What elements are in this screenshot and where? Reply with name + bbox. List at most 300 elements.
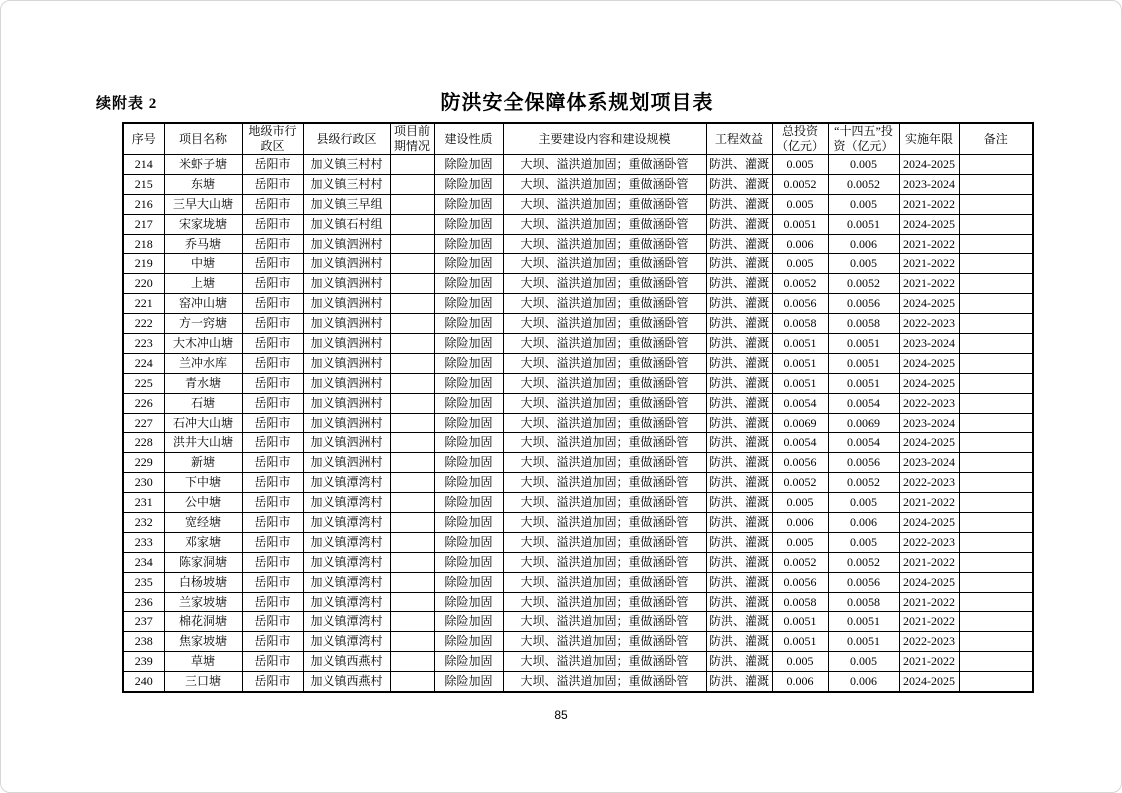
table-cell: 兰家坡塘 (164, 592, 242, 612)
table-cell: 除险加固 (434, 174, 503, 194)
table-cell: 加义镇潭湾村 (303, 532, 390, 552)
table-cell: 2021-2022 (899, 592, 959, 612)
table-row (123, 433, 1033, 453)
table-cell: 防洪、灌溉 (706, 433, 772, 453)
table-cell: 岳阳市 (242, 592, 303, 612)
table-cell: 加义镇泗洲村 (303, 254, 390, 274)
table-cell: 大坝、溢洪道加固；重做涵卧管 (503, 473, 706, 493)
table-cell: 加义镇泗洲村 (303, 334, 390, 354)
table-cell: 岳阳市 (242, 393, 303, 413)
column-header-14th-fiveyear-investment: “十四五”投资（亿元） (828, 123, 899, 155)
table-cell: 加义镇潭湾村 (303, 552, 390, 572)
table-row (123, 373, 1033, 393)
table-cell: 0.005 (828, 532, 899, 552)
table-cell: 0.005 (772, 254, 828, 274)
table-cell (959, 373, 1033, 393)
table-cell: 除险加固 (434, 592, 503, 612)
table-cell: 0.006 (828, 513, 899, 533)
table-cell (959, 473, 1033, 493)
table-cell: 2024-2025 (899, 572, 959, 592)
table-cell: 除险加固 (434, 155, 503, 175)
table-header-row (123, 123, 1033, 155)
table-cell: 2024-2025 (899, 433, 959, 453)
table-cell: 229 (123, 453, 164, 473)
table-cell: 2023-2024 (899, 334, 959, 354)
table-cell: 除险加固 (434, 493, 503, 513)
table-cell: 0.0056 (772, 294, 828, 314)
planning-projects-table (122, 122, 1034, 693)
table-row (123, 334, 1033, 354)
table-cell: 239 (123, 652, 164, 672)
table-cell: 防洪、灌溉 (706, 214, 772, 234)
table-cell: 2024-2025 (899, 373, 959, 393)
table-cell (390, 612, 434, 632)
table-cell: 2024-2025 (899, 353, 959, 373)
table-cell (390, 493, 434, 513)
table-cell: 棉花洞塘 (164, 612, 242, 632)
table-cell: 大坝、溢洪道加固；重做涵卧管 (503, 413, 706, 433)
table-cell: 2022-2023 (899, 632, 959, 652)
table-cell (959, 632, 1033, 652)
table-cell: 0.005 (828, 254, 899, 274)
table-cell: 0.0051 (772, 334, 828, 354)
table-cell: 0.0058 (828, 592, 899, 612)
table-cell: 大坝、溢洪道加固；重做涵卧管 (503, 174, 706, 194)
table-cell: 214 (123, 155, 164, 175)
table-cell: 岳阳市 (242, 174, 303, 194)
table-cell: 大坝、溢洪道加固；重做涵卧管 (503, 373, 706, 393)
table-cell: 加义镇泗洲村 (303, 433, 390, 453)
table-row (123, 453, 1033, 473)
table-row (123, 493, 1033, 513)
table-cell: 0.0069 (828, 413, 899, 433)
table-cell: 217 (123, 214, 164, 234)
table-cell: 东塘 (164, 174, 242, 194)
table-cell (390, 393, 434, 413)
table-cell: 加义镇三村村 (303, 174, 390, 194)
table-cell (959, 155, 1033, 175)
table-cell: 大坝、溢洪道加固；重做涵卧管 (503, 572, 706, 592)
table-cell: 222 (123, 314, 164, 334)
table-cell: 岳阳市 (242, 513, 303, 533)
table-cell: 加义镇潭湾村 (303, 513, 390, 533)
table-cell (959, 433, 1033, 453)
table-cell: 除险加固 (434, 254, 503, 274)
table-cell: 公中塘 (164, 493, 242, 513)
table-cell: 0.0056 (772, 453, 828, 473)
table-cell: 白杨坡塘 (164, 572, 242, 592)
table-cell: 除险加固 (434, 433, 503, 453)
table-cell (959, 672, 1033, 692)
table-row (123, 672, 1033, 692)
column-header-prefecture: 地级市行政区 (242, 123, 303, 155)
table-cell (390, 632, 434, 652)
table-cell: 0.0052 (828, 274, 899, 294)
table-cell: 0.006 (772, 513, 828, 533)
table-cell: 2021-2022 (899, 493, 959, 513)
page-title: 防洪安全保障体系规划项目表 (440, 92, 714, 114)
table-cell: 岳阳市 (242, 194, 303, 214)
column-header-main-content-scale: 主要建设内容和建设规模 (503, 123, 706, 155)
table-cell: 2024-2025 (899, 672, 959, 692)
table-cell: 236 (123, 592, 164, 612)
table-row (123, 214, 1033, 234)
table-cell: 224 (123, 353, 164, 373)
table-cell: 加义镇泗洲村 (303, 234, 390, 254)
table-cell (390, 234, 434, 254)
table-cell: 加义镇泗洲村 (303, 294, 390, 314)
table-cell: 0.005 (828, 194, 899, 214)
table-cell: 兰冲水库 (164, 353, 242, 373)
column-header-project-benefit: 工程效益 (706, 123, 772, 155)
table-cell: 0.0051 (828, 353, 899, 373)
table-cell: 0.006 (828, 672, 899, 692)
table-cell: 2023-2024 (899, 413, 959, 433)
table-row (123, 274, 1033, 294)
table-cell: 岳阳市 (242, 254, 303, 274)
table-cell: 新塘 (164, 453, 242, 473)
table-cell (390, 453, 434, 473)
table-cell (959, 513, 1033, 533)
table-row (123, 532, 1033, 552)
table-row (123, 393, 1033, 413)
table-cell (959, 254, 1033, 274)
table-cell: 防洪、灌溉 (706, 274, 772, 294)
table-cell: 0.0054 (772, 393, 828, 413)
table-cell (390, 254, 434, 274)
table-cell: 0.0058 (772, 592, 828, 612)
table-cell: 除险加固 (434, 334, 503, 354)
table-cell: 大坝、溢洪道加固；重做涵卧管 (503, 672, 706, 692)
table-cell: 加义镇泗洲村 (303, 353, 390, 373)
table-body (123, 155, 1033, 692)
table-cell (390, 214, 434, 234)
table-cell: 0.0056 (828, 572, 899, 592)
table-cell: 大坝、溢洪道加固；重做涵卧管 (503, 612, 706, 632)
table-cell: 0.0069 (772, 413, 828, 433)
table-cell: 225 (123, 373, 164, 393)
table-cell: 岳阳市 (242, 453, 303, 473)
column-header-county: 县级行政区 (303, 123, 390, 155)
table-cell: 加义镇泗洲村 (303, 393, 390, 413)
table-cell: 0.0051 (772, 632, 828, 652)
table-cell: 防洪、灌溉 (706, 334, 772, 354)
table-cell: 除险加固 (434, 652, 503, 672)
table-cell: 0.005 (772, 194, 828, 214)
table-cell: 加义镇潭湾村 (303, 632, 390, 652)
table-cell: 除险加固 (434, 532, 503, 552)
table-cell: 2021-2022 (899, 274, 959, 294)
table-cell: 0.0051 (828, 214, 899, 234)
table-cell (959, 353, 1033, 373)
table-cell: 加义镇泗洲村 (303, 413, 390, 433)
table-cell (959, 592, 1033, 612)
table-cell: 岳阳市 (242, 214, 303, 234)
table-cell (959, 532, 1033, 552)
table-cell: 防洪、灌溉 (706, 453, 772, 473)
table-cell: 加义镇潭湾村 (303, 592, 390, 612)
table-cell: 石冲大山塘 (164, 413, 242, 433)
table-cell: 2021-2022 (899, 234, 959, 254)
table-cell: 中塘 (164, 254, 242, 274)
table-cell: 加义镇泗洲村 (303, 453, 390, 473)
table-row (123, 572, 1033, 592)
table-cell: 防洪、灌溉 (706, 473, 772, 493)
table-cell: 0.0058 (828, 314, 899, 334)
table-cell: 防洪、灌溉 (706, 513, 772, 533)
table-cell: 岳阳市 (242, 413, 303, 433)
table-row (123, 473, 1033, 493)
table-cell: 上塘 (164, 274, 242, 294)
table-cell (959, 174, 1033, 194)
table-row (123, 652, 1033, 672)
table-cell: 宽经塘 (164, 513, 242, 533)
table-cell: 岳阳市 (242, 274, 303, 294)
table-cell: 234 (123, 552, 164, 572)
table-cell: 防洪、灌溉 (706, 493, 772, 513)
table-cell: 岳阳市 (242, 532, 303, 552)
table-cell: 加义镇石村组 (303, 214, 390, 234)
continued-table-label: 续附表 2 (96, 96, 158, 112)
table-cell: 防洪、灌溉 (706, 612, 772, 632)
table-cell: 0.0056 (772, 572, 828, 592)
table-cell: 加义镇西燕村 (303, 672, 390, 692)
table-cell: 216 (123, 194, 164, 214)
table-cell: 防洪、灌溉 (706, 393, 772, 413)
table-cell (390, 592, 434, 612)
table-cell: 宋家垅塘 (164, 214, 242, 234)
table-cell: 大坝、溢洪道加固；重做涵卧管 (503, 632, 706, 652)
table-cell (959, 572, 1033, 592)
table-row (123, 194, 1033, 214)
table-cell: 三口塘 (164, 672, 242, 692)
table-cell: 岳阳市 (242, 234, 303, 254)
table-cell: 防洪、灌溉 (706, 373, 772, 393)
table-cell: 岳阳市 (242, 612, 303, 632)
table-cell: 2023-2024 (899, 453, 959, 473)
table-cell: 237 (123, 612, 164, 632)
table-cell: 大木冲山塘 (164, 334, 242, 354)
table-cell (959, 334, 1033, 354)
table-cell: 除险加固 (434, 572, 503, 592)
table-cell (959, 194, 1033, 214)
table-cell: 大坝、溢洪道加固；重做涵卧管 (503, 334, 706, 354)
table-row (123, 632, 1033, 652)
table-cell (390, 155, 434, 175)
table-cell: 0.0056 (828, 294, 899, 314)
column-header-remarks: 备注 (959, 123, 1033, 155)
table-cell: 三早大山塘 (164, 194, 242, 214)
table-cell: 防洪、灌溉 (706, 572, 772, 592)
table-cell: 除险加固 (434, 672, 503, 692)
table-cell: 0.0056 (828, 453, 899, 473)
table-cell: 加义镇泗洲村 (303, 274, 390, 294)
table-cell: 洪井大山塘 (164, 433, 242, 453)
table-cell: 0.0051 (828, 612, 899, 632)
table-cell (959, 214, 1033, 234)
table-cell: 0.005 (828, 652, 899, 672)
table-cell: 0.005 (772, 155, 828, 175)
table-cell: 2021-2022 (899, 652, 959, 672)
table-cell: 238 (123, 632, 164, 652)
table-cell: 0.0052 (828, 174, 899, 194)
table-cell: 0.0051 (772, 214, 828, 234)
table-cell: 防洪、灌溉 (706, 652, 772, 672)
table-cell: 岳阳市 (242, 334, 303, 354)
table-cell: 221 (123, 294, 164, 314)
table-cell: 除险加固 (434, 473, 503, 493)
table-cell: 加义镇西燕村 (303, 652, 390, 672)
table-cell (959, 652, 1033, 672)
table-cell: 2021-2022 (899, 612, 959, 632)
table-cell: 加义镇三村村 (303, 155, 390, 175)
table-cell: 2023-2024 (899, 174, 959, 194)
table-cell: 大坝、溢洪道加固；重做涵卧管 (503, 532, 706, 552)
table-cell: 2022-2023 (899, 314, 959, 334)
table-cell: 大坝、溢洪道加固；重做涵卧管 (503, 513, 706, 533)
table-cell: 0.0051 (772, 353, 828, 373)
table-cell (959, 234, 1033, 254)
table-cell: 2021-2022 (899, 552, 959, 572)
table-cell: 除险加固 (434, 314, 503, 334)
table-cell: 230 (123, 473, 164, 493)
table-cell: 岳阳市 (242, 353, 303, 373)
table-row (123, 592, 1033, 612)
table-cell: 0.005 (772, 493, 828, 513)
table-cell: 226 (123, 393, 164, 413)
table-cell: 0.005 (772, 652, 828, 672)
table-cell: 0.005 (828, 155, 899, 175)
table-cell: 岳阳市 (242, 552, 303, 572)
table-cell (390, 513, 434, 533)
table-cell: 0.0051 (828, 373, 899, 393)
table-cell: 加义镇泗洲村 (303, 373, 390, 393)
table-cell: 2021-2022 (899, 194, 959, 214)
table-cell: 除险加固 (434, 393, 503, 413)
table-cell (390, 672, 434, 692)
table-cell: 大坝、溢洪道加固；重做涵卧管 (503, 652, 706, 672)
table-cell: 235 (123, 572, 164, 592)
table-cell: 2024-2025 (899, 294, 959, 314)
table-row (123, 294, 1033, 314)
table-cell: 防洪、灌溉 (706, 413, 772, 433)
table-cell: 除险加固 (434, 612, 503, 632)
table-row (123, 552, 1033, 572)
column-header-construction-nature: 建设性质 (434, 123, 503, 155)
table-cell: 防洪、灌溉 (706, 632, 772, 652)
table-cell: 大坝、溢洪道加固；重做涵卧管 (503, 194, 706, 214)
table-cell (390, 174, 434, 194)
table-cell: 0.0052 (772, 473, 828, 493)
table-cell (390, 353, 434, 373)
table-cell (390, 194, 434, 214)
table-cell: 大坝、溢洪道加固；重做涵卧管 (503, 234, 706, 254)
table-cell: 0.0052 (828, 552, 899, 572)
table-row (123, 612, 1033, 632)
table-cell: 防洪、灌溉 (706, 194, 772, 214)
table-row (123, 155, 1033, 175)
table-cell: 0.0052 (772, 552, 828, 572)
table-row (123, 413, 1033, 433)
table-cell: 防洪、灌溉 (706, 174, 772, 194)
table-cell: 加义镇泗洲村 (303, 314, 390, 334)
table-cell: 加义镇三早组 (303, 194, 390, 214)
table-cell: 除险加固 (434, 234, 503, 254)
table-cell: 0.005 (772, 532, 828, 552)
table-cell: 岳阳市 (242, 314, 303, 334)
table-cell: 大坝、溢洪道加固；重做涵卧管 (503, 294, 706, 314)
table-cell (390, 433, 434, 453)
table-cell: 大坝、溢洪道加固；重做涵卧管 (503, 274, 706, 294)
table-cell: 218 (123, 234, 164, 254)
table-cell: 除险加固 (434, 552, 503, 572)
table-cell (959, 314, 1033, 334)
table-cell (959, 274, 1033, 294)
table-cell: 0.0058 (772, 314, 828, 334)
table-cell (390, 314, 434, 334)
table-cell (959, 552, 1033, 572)
table-cell: 2021-2022 (899, 254, 959, 274)
table-cell (390, 334, 434, 354)
table-cell: 岳阳市 (242, 473, 303, 493)
table-cell (390, 294, 434, 314)
table-cell: 岳阳市 (242, 652, 303, 672)
table-cell: 防洪、灌溉 (706, 552, 772, 572)
table-row (123, 314, 1033, 334)
table-cell: 0.0052 (772, 174, 828, 194)
table-cell: 大坝、溢洪道加固；重做涵卧管 (503, 393, 706, 413)
table-cell: 0.0052 (828, 473, 899, 493)
table-cell: 0.0051 (772, 612, 828, 632)
table-cell: 除险加固 (434, 194, 503, 214)
table-cell: 232 (123, 513, 164, 533)
table-cell: 除险加固 (434, 214, 503, 234)
table-cell: 防洪、灌溉 (706, 672, 772, 692)
table-cell: 228 (123, 433, 164, 453)
table-cell (390, 552, 434, 572)
table-row (123, 254, 1033, 274)
table-cell (390, 413, 434, 433)
table-cell: 大坝、溢洪道加固；重做涵卧管 (503, 155, 706, 175)
column-header-preliminary-status: 项目前期情况 (390, 123, 434, 155)
table-cell: 大坝、溢洪道加固；重做涵卧管 (503, 493, 706, 513)
table-cell: 0.0054 (828, 393, 899, 413)
table-cell: 加义镇潭湾村 (303, 493, 390, 513)
column-header-project-name: 项目名称 (164, 123, 242, 155)
table-cell: 215 (123, 174, 164, 194)
table-cell: 大坝、溢洪道加固；重做涵卧管 (503, 254, 706, 274)
column-header-total-investment: 总投资（亿元） (772, 123, 828, 155)
table-row (123, 174, 1033, 194)
column-header-implementation-years: 实施年限 (899, 123, 959, 155)
table-cell: 下中塘 (164, 473, 242, 493)
table-cell (959, 294, 1033, 314)
table-cell: 0.0054 (828, 433, 899, 453)
table-cell: 大坝、溢洪道加固；重做涵卧管 (503, 214, 706, 234)
table-cell: 防洪、灌溉 (706, 314, 772, 334)
table-cell: 219 (123, 254, 164, 274)
table-cell: 2022-2023 (899, 532, 959, 552)
table-cell: 大坝、溢洪道加固；重做涵卧管 (503, 433, 706, 453)
table-cell: 0.006 (772, 234, 828, 254)
table-cell: 岳阳市 (242, 433, 303, 453)
table-cell: 加义镇潭湾村 (303, 473, 390, 493)
table-cell: 石塘 (164, 393, 242, 413)
table-cell: 岳阳市 (242, 373, 303, 393)
table-cell (959, 413, 1033, 433)
table-cell: 加义镇潭湾村 (303, 572, 390, 592)
table-cell: 除险加固 (434, 632, 503, 652)
